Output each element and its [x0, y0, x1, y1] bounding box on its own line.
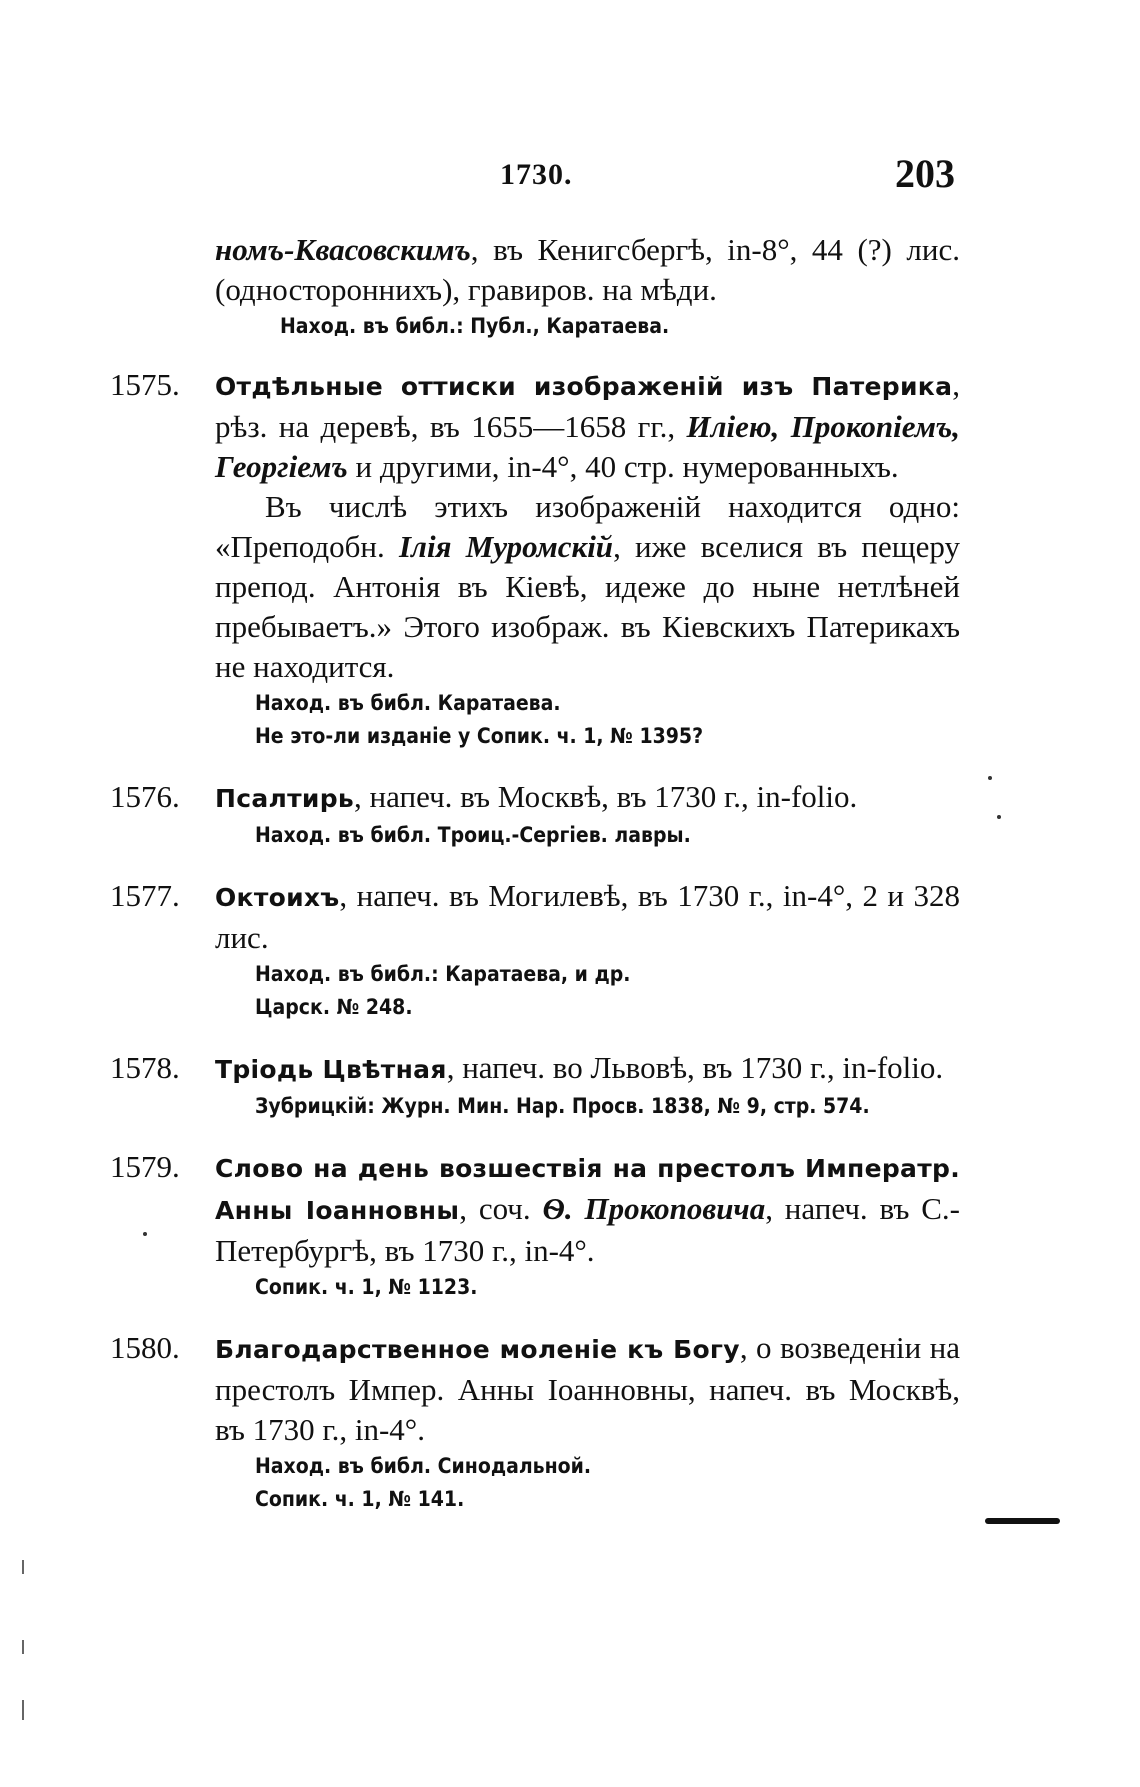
scan-edge-mark [22, 1640, 24, 1654]
entry-note: Зубрицкій: Журн. Мин. Нар. Просв. 1838, № 9, стр. 574. [255, 1094, 870, 1118]
continued-italic: номъ-Квасовскимъ [215, 232, 471, 267]
running-header [0, 150, 1140, 200]
entry-note: Наход. въ библ. Троиц.-Сергіев. лавры. [255, 823, 691, 847]
continued-entry [110, 230, 960, 343]
entry-paragraph: Въ числѣ этихъ изображеній находится одно: «Преподобн. Ілія Муромскій, иже вселися въ пещеру препод. Антонія въ Кіевѣ, идеже до ныне нетлѣней пребываетъ.» Этого изображ. въ Кіевскихъ Патерикахъ не находится. [215, 489, 960, 684]
entry-italic: Иліею, Прокопіемъ, Георгіемъ [215, 409, 961, 484]
entry-number: 1577. [110, 878, 180, 913]
entry-title: Псалтирь [215, 784, 355, 813]
entry-1580: 1580. Благодарственное моленіе къ Богу, о возведеніи на престолъ Импер. Анны Іоанновны, напеч. въ Москвѣ, въ 1730 г., in-4°. Наход. въ библ. Синодальной. Сопик. ч. 1, № 141. [110, 1328, 960, 1516]
entry-note: Наход. въ библ. Синодальной. [255, 1454, 592, 1478]
ink-speck [988, 776, 992, 780]
entry-1578: 1578. Тріодь Цвѣтная, напеч. во Львовѣ, въ 1730 г., in-folio. Зубрицкій: Журн. Мин. Нар. Просв. 1838, № 9, стр. 574. [110, 1048, 960, 1123]
continued-note: Наход. въ библ.: Публ., Каратаева. [280, 314, 670, 338]
entry-number: 1578. [110, 1050, 180, 1085]
entry-note: Сопик. ч. 1, № 1123. [255, 1275, 478, 1299]
page-content [110, 230, 960, 1540]
entry-italic: Ѳ. Прокоповича [542, 1191, 766, 1226]
entry-note: Наход. въ библ.: Каратаева, и др. [255, 962, 631, 986]
entry-note: Царск. № 248. [255, 995, 413, 1019]
entry-number: 1576. [110, 779, 180, 814]
entry-title: Отдѣльные оттиски изображеній изъ Патерика [215, 372, 953, 401]
scan-edge-mark [22, 1560, 24, 1574]
header-year: 1730. [500, 158, 573, 191]
entry-title: Октоихъ [215, 883, 340, 912]
entry-title: Благодарственное моленіе къ Богу [215, 1335, 740, 1364]
continued-text: , въ Кенигсбергѣ, in-8°, 44 (?) лис. (одностороннихъ), гравиров. на мѣди. [215, 232, 960, 307]
entry-1576: 1576. Псалтирь, напеч. въ Москвѣ, въ 1730 г., in-folio. Наход. въ библ. Троиц.-Сергіев. лавры. [110, 777, 960, 852]
entry-title: Слово на день возшествія на престолъ Императр. Анны Іоанновны [215, 1154, 960, 1225]
ink-speck [143, 1232, 147, 1236]
entry-1579: 1579. Слово на день возшествія на престолъ Императр. Анны Іоанновны, соч. Ѳ. Прокоповича, напеч. въ С.-Петербургѣ, въ 1730 г., in-4°. Сопик. ч. 1, № 1123. [110, 1147, 960, 1304]
scan-edge-mark [22, 1700, 24, 1720]
page-number: 203 [895, 151, 955, 196]
ink-speck [997, 815, 1001, 819]
entry-note: Не это-ли изданіе у Сопик. ч. 1, № 1395? [255, 724, 704, 748]
entry-number: 1575. [110, 367, 180, 402]
entry-note: Сопик. ч. 1, № 141. [255, 1487, 465, 1511]
entry-number: 1579. [110, 1149, 180, 1184]
entry-number: 1580. [110, 1330, 180, 1365]
entry-title: Тріодь Цвѣтная [215, 1055, 447, 1084]
entry-note: Наход. въ библ. Каратаева. [255, 691, 561, 715]
entry-1575: 1575. Отдѣльные оттиски изображеній изъ Патерика, рѣз. на деревѣ, въ 1655—1658 гг., Иліею, Прокопіемъ, Георгіемъ и другими, in-4°, 40 стр. нумерованныхъ. Въ числѣ этихъ изображеній находится одно: «Преподобн. Ілія Муромскій, иже вселися въ пещеру препод. Антонія въ Кіевѣ, идеже до ныне нетлѣней пребываетъ.» Этого изображ. въ Кіевскихъ Патерикахъ не находится. Наход. въ библ. Каратаева. Не это-ли изданіе у Сопик. ч. 1, № 1395? [110, 365, 960, 753]
entry-1577: 1577. Октоихъ, напеч. въ Могилевѣ, въ 1730 г., in-4°, 2 и 328 лис. Наход. въ библ.: Каратаева, и др. Царск. № 248. [110, 876, 960, 1024]
ink-smear [985, 1518, 1060, 1524]
